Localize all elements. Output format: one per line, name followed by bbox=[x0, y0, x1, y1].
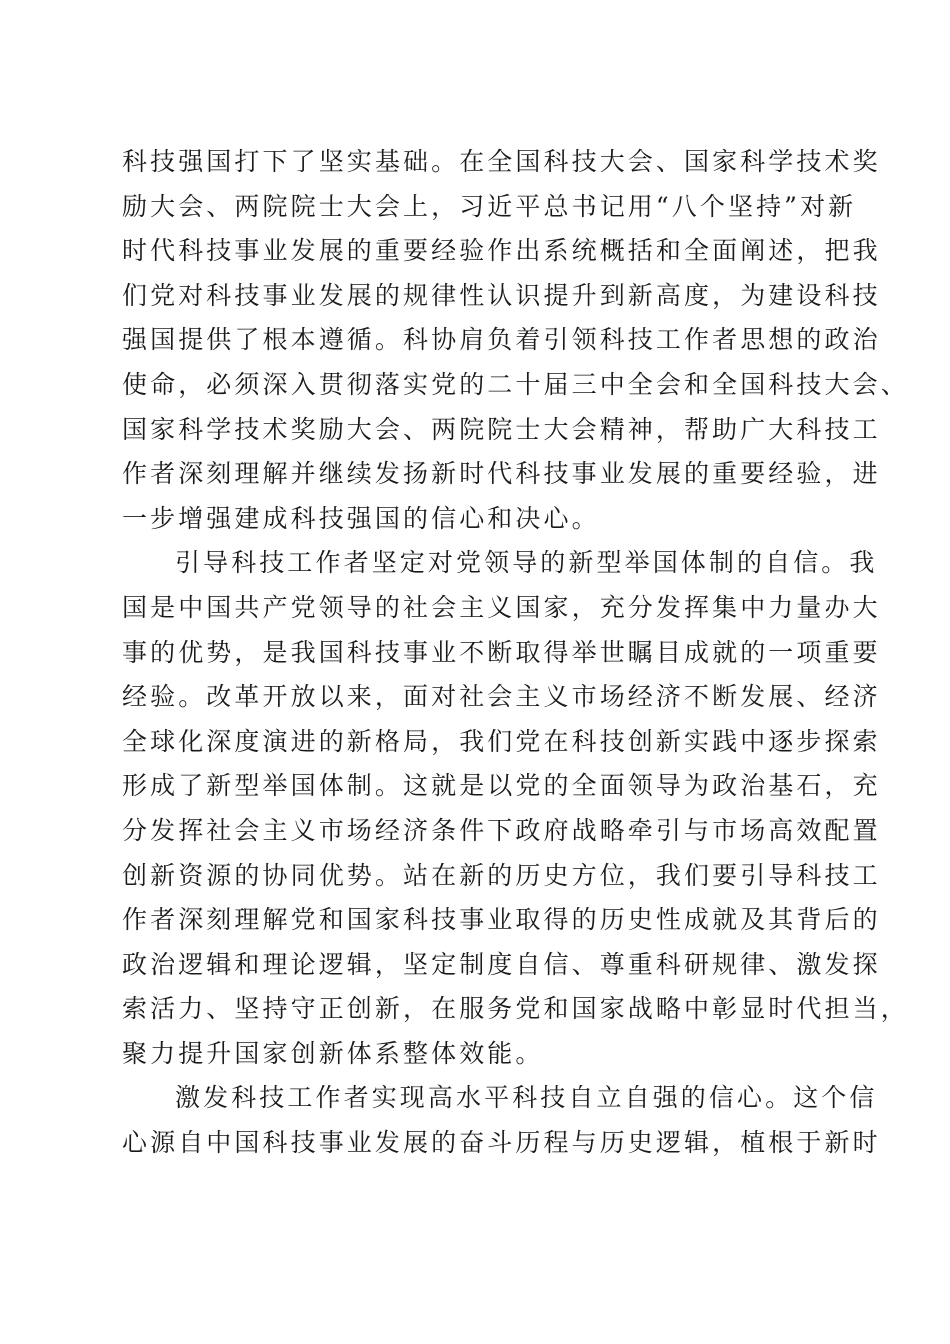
text-line: 一步增强建成科技强国的信心和决心。 bbox=[122, 503, 600, 533]
text-line: 强国提供了根本遵循。科协肩负着引领科技工作者思想的政治 bbox=[122, 325, 881, 355]
text-line: 聚力提升国家创新体系整体效能。 bbox=[122, 1038, 544, 1068]
text-line: 时代科技事业发展的重要经验作出系统概括和全面阐述，把我 bbox=[122, 236, 881, 266]
paragraph-1 bbox=[122, 140, 909, 541]
text-line: 创新资源的协同优势。站在新的历史方位，我们要引导科技工 bbox=[122, 860, 881, 890]
text-line: 索活力、坚持守正创新，在服务党和国家战略中彰显时代担当， bbox=[122, 994, 909, 1024]
text-line: 作者深刻理解党和国家科技事业取得的历史性成就及其背后的 bbox=[122, 905, 881, 935]
text-line: 经验。改革开放以来，面对社会主义市场经济不断发展、经济 bbox=[122, 682, 881, 712]
text-line: 政治逻辑和理论逻辑，坚定制度自信、尊重科研规律、激发探 bbox=[122, 949, 881, 979]
paragraph-2 bbox=[122, 541, 909, 1076]
text-line: 使命，必须深入贯彻落实党的二十届三中全会和全国科技大会、 bbox=[122, 369, 909, 399]
text-line: 科技强国打下了坚实基础。在全国科技大会、国家科学技术奖 bbox=[122, 147, 881, 176]
text-line: 国家科学技术奖励大会、两院院士大会精神，帮助广大科技工 bbox=[122, 414, 881, 444]
text-line: 们党对科技事业发展的规律性认识提升到新高度，为建设科技 bbox=[122, 280, 881, 310]
text-line: 全球化深度演进的新格局，我们党在科技创新实践中逐步探索 bbox=[122, 726, 881, 756]
text-line: 激发科技工作者实现高水平科技自立自强的信心。这个信 bbox=[175, 1083, 878, 1113]
text-line: 分发挥社会主义市场经济条件下政府战略牵引与市场高效配置 bbox=[122, 815, 881, 845]
document-body bbox=[122, 140, 909, 1166]
text-line: 形成了新型举国体制。这就是以党的全面领导为政治基石，充 bbox=[122, 771, 881, 801]
text-line: 心源自中国科技事业发展的奋斗历程与历史逻辑，植根于新时 bbox=[122, 1128, 881, 1158]
paragraph-3 bbox=[122, 1076, 881, 1165]
text-line: 引导科技工作者坚定对党领导的新型举国体制的自信。我 bbox=[175, 548, 878, 578]
text-line: 励大会、两院院士大会上，习近平总书记用“八个坚持”对新 bbox=[122, 191, 857, 221]
text-line: 国是中国共产党领导的社会主义国家，充分发挥集中力量办大 bbox=[122, 592, 881, 622]
text-line: 作者深刻理解并继续发扬新时代科技事业发展的重要经验，进 bbox=[122, 459, 881, 489]
text-line: 事的优势，是我国科技事业不断取得举世瞩目成就的一项重要 bbox=[122, 637, 881, 667]
